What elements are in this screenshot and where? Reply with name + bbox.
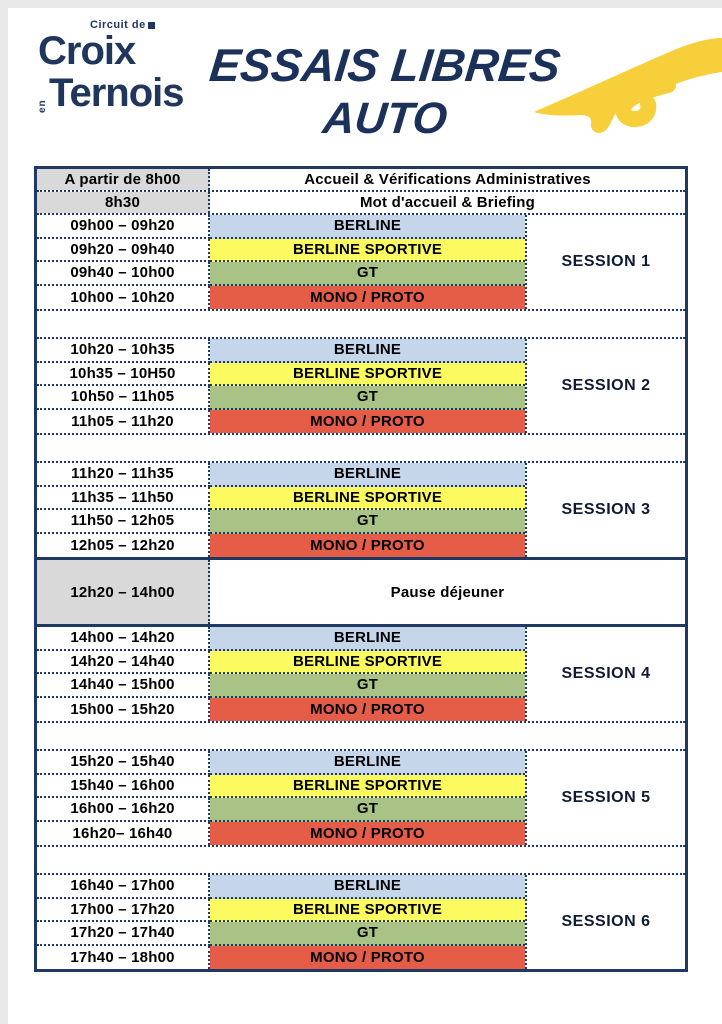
slot-activity-text: MONO / PROTO bbox=[310, 948, 425, 966]
slot-time-cell bbox=[37, 386, 210, 410]
brand-en-text: en bbox=[37, 99, 48, 113]
slot-time-cell bbox=[37, 534, 210, 558]
session-name-cell bbox=[527, 339, 685, 433]
session-activities-column bbox=[210, 215, 527, 309]
slot-time-text: 16h40 – 17h00 bbox=[70, 877, 175, 895]
slot-activity-cell bbox=[210, 875, 525, 899]
slot-time-cell bbox=[37, 239, 210, 263]
intro-label-text: Mot d'accueil & Briefing bbox=[359, 194, 536, 211]
slot-activity-cell bbox=[210, 463, 525, 487]
slot-time-cell bbox=[37, 775, 210, 799]
slot-activity-cell bbox=[210, 674, 525, 698]
brand-square-mark bbox=[148, 22, 155, 29]
slot-activity-cell bbox=[210, 215, 525, 239]
slot-activity-cell bbox=[210, 899, 525, 923]
slot-activity-text: MONO / PROTO bbox=[310, 288, 425, 306]
slot-time-text: 17h40 – 18h00 bbox=[70, 948, 175, 966]
slot-activity-text: BERLINE bbox=[333, 877, 402, 895]
slot-time-text: 09h20 – 09h40 bbox=[70, 240, 175, 258]
session-times-column bbox=[37, 627, 210, 721]
session-name-text: SESSION 2 bbox=[561, 377, 651, 394]
slot-time-cell bbox=[37, 922, 210, 946]
slot-time-text: 17h00 – 17h20 bbox=[70, 900, 175, 918]
slot-time-cell bbox=[37, 946, 210, 970]
slot-activity-text: GT bbox=[356, 512, 379, 530]
pause-time-cell bbox=[37, 560, 210, 624]
intro-label-cell bbox=[210, 192, 685, 213]
intro-label-text: Accueil & Vérifications Administratives bbox=[304, 171, 591, 188]
slot-time-cell bbox=[37, 215, 210, 239]
slot-time-cell bbox=[37, 510, 210, 534]
slot-time-text: 11h50 – 12h05 bbox=[70, 512, 175, 530]
intro-row-1 bbox=[37, 169, 685, 192]
session-name-cell bbox=[527, 751, 685, 845]
slot-activity-text: BERLINE bbox=[333, 753, 402, 771]
session-gap-row bbox=[37, 435, 685, 463]
viewer-left-margin bbox=[0, 0, 8, 1024]
session-times-column bbox=[37, 215, 210, 309]
slot-time-cell bbox=[37, 751, 210, 775]
brand-ternois-text: Ternois bbox=[49, 71, 184, 115]
slot-time-cell bbox=[37, 363, 210, 387]
slot-time-cell bbox=[37, 674, 210, 698]
slot-activity-cell bbox=[210, 386, 525, 410]
slot-activity-text: GT bbox=[356, 800, 379, 818]
session-activities-column bbox=[210, 875, 527, 969]
slot-activity-cell bbox=[210, 239, 525, 263]
session-times-column bbox=[37, 751, 210, 845]
slot-activity-text: BERLINE SPORTIVE bbox=[292, 900, 443, 918]
session-gap-row bbox=[37, 723, 685, 751]
circuit-swoosh-icon bbox=[526, 28, 722, 160]
slot-activity-text: GT bbox=[356, 676, 379, 694]
slot-time-cell bbox=[37, 410, 210, 434]
session-gap-row bbox=[37, 847, 685, 875]
intro-time-cell bbox=[37, 192, 210, 213]
pause-time-text: 12h20 – 14h00 bbox=[70, 583, 175, 601]
schedule-table bbox=[34, 166, 688, 972]
slot-activity-cell bbox=[210, 286, 525, 310]
session-times-column bbox=[37, 463, 210, 557]
session-name-text: SESSION 1 bbox=[561, 253, 651, 270]
intro-time-text: A partir de 8h00 bbox=[64, 171, 181, 188]
slot-time-text: 10h00 – 10h20 bbox=[70, 288, 175, 306]
session-activities-column bbox=[210, 339, 527, 433]
slot-activity-text: MONO / PROTO bbox=[310, 700, 425, 718]
slot-time-cell bbox=[37, 487, 210, 511]
slot-activity-text: BERLINE bbox=[333, 465, 402, 483]
slot-time-text: 10h50 – 11h05 bbox=[70, 388, 175, 406]
slot-time-text: 15h40 – 16h00 bbox=[70, 776, 175, 794]
brand-small-label: Circuit de bbox=[90, 19, 146, 31]
slot-activity-cell bbox=[210, 698, 525, 722]
slot-activity-cell bbox=[210, 751, 525, 775]
session-name-cell bbox=[527, 463, 685, 557]
intro-row-2 bbox=[37, 192, 685, 215]
slot-time-text: 16h20– 16h40 bbox=[72, 824, 173, 842]
lunch-pause-row bbox=[37, 557, 685, 627]
slot-time-text: 11h05 – 11h20 bbox=[71, 412, 174, 430]
slot-activity-cell bbox=[210, 775, 525, 799]
session-block-4 bbox=[37, 627, 685, 723]
slot-activity-text: BERLINE SPORTIVE bbox=[292, 488, 443, 506]
slot-activity-text: BERLINE SPORTIVE bbox=[292, 652, 443, 670]
slot-time-cell bbox=[37, 899, 210, 923]
slot-time-text: 16h00 – 16h20 bbox=[70, 800, 175, 818]
slot-time-text: 10h20 – 10h35 bbox=[70, 341, 175, 359]
session-gap-row bbox=[37, 311, 685, 339]
session-times-column bbox=[37, 339, 210, 433]
slot-time-text: 14h40 – 15h00 bbox=[70, 676, 175, 694]
slot-activity-text: BERLINE SPORTIVE bbox=[292, 364, 443, 382]
slot-activity-text: BERLINE bbox=[333, 217, 402, 235]
slot-activity-text: BERLINE SPORTIVE bbox=[292, 776, 443, 794]
session-block-2 bbox=[37, 339, 685, 435]
slot-activity-cell bbox=[210, 487, 525, 511]
slot-time-cell bbox=[37, 698, 210, 722]
session-name-cell bbox=[527, 215, 685, 309]
slot-time-cell bbox=[37, 262, 210, 286]
session-block-3 bbox=[37, 463, 685, 557]
session-activities-column bbox=[210, 751, 527, 845]
slot-activity-text: GT bbox=[356, 388, 379, 406]
slot-activity-cell bbox=[210, 410, 525, 434]
slot-activity-text: MONO / PROTO bbox=[310, 412, 425, 430]
slot-time-text: 14h20 – 14h40 bbox=[70, 652, 175, 670]
slot-time-cell bbox=[37, 822, 210, 846]
slot-activity-text: BERLINE bbox=[333, 629, 402, 647]
slot-activity-text: BERLINE bbox=[333, 341, 402, 359]
slot-activity-cell bbox=[210, 822, 525, 846]
intro-time-cell bbox=[37, 169, 210, 190]
session-activities-column bbox=[210, 627, 527, 721]
slot-time-text: 15h00 – 15h20 bbox=[70, 700, 175, 718]
brand-croix-text: Croix bbox=[38, 29, 136, 73]
slot-time-cell bbox=[37, 798, 210, 822]
pause-label-cell bbox=[210, 560, 685, 624]
slot-activity-cell bbox=[210, 946, 525, 970]
slot-activity-cell bbox=[210, 798, 525, 822]
slot-time-text: 10h35 – 10H50 bbox=[69, 364, 176, 382]
slot-time-cell bbox=[37, 339, 210, 363]
slot-activity-cell bbox=[210, 651, 525, 675]
session-name-cell bbox=[527, 875, 685, 969]
page-title-line1: ESSAIS LIBRES bbox=[207, 39, 563, 91]
slot-activity-cell bbox=[210, 262, 525, 286]
slot-time-cell bbox=[37, 875, 210, 899]
slot-activity-cell bbox=[210, 534, 525, 558]
session-block-6 bbox=[37, 875, 685, 969]
slot-time-cell bbox=[37, 286, 210, 310]
slot-activity-cell bbox=[210, 627, 525, 651]
slot-activity-text: MONO / PROTO bbox=[310, 536, 425, 554]
slot-time-text: 12h05 – 12h20 bbox=[70, 536, 175, 554]
slot-time-cell bbox=[37, 627, 210, 651]
slot-activity-text: GT bbox=[356, 264, 379, 282]
slot-time-text: 09h00 – 09h20 bbox=[70, 217, 175, 235]
slot-time-text: 11h35 – 11h50 bbox=[71, 488, 174, 506]
slot-time-cell bbox=[37, 463, 210, 487]
session-name-text: SESSION 5 bbox=[561, 789, 651, 806]
page-title-line2: AUTO bbox=[320, 94, 450, 143]
slot-time-cell bbox=[37, 651, 210, 675]
slot-activity-cell bbox=[210, 363, 525, 387]
session-name-text: SESSION 4 bbox=[561, 665, 651, 682]
slot-time-text: 17h20 – 17h40 bbox=[70, 924, 175, 942]
session-name-text: SESSION 3 bbox=[561, 501, 651, 518]
session-block-5 bbox=[37, 751, 685, 847]
slot-activity-text: MONO / PROTO bbox=[310, 824, 425, 842]
slot-activity-text: BERLINE SPORTIVE bbox=[292, 240, 443, 258]
pause-label-text: Pause déjeuner bbox=[390, 583, 505, 601]
slot-time-text: 14h00 – 14h20 bbox=[70, 629, 175, 647]
slot-activity-cell bbox=[210, 510, 525, 534]
slot-activity-text: GT bbox=[356, 924, 379, 942]
intro-time-text: 8h30 bbox=[105, 194, 140, 211]
slot-time-text: 09h40 – 10h00 bbox=[70, 264, 175, 282]
viewer-top-margin bbox=[0, 0, 722, 8]
slot-time-text: 15h20 – 15h40 bbox=[70, 753, 175, 771]
session-name-cell bbox=[527, 627, 685, 721]
slot-activity-cell bbox=[210, 922, 525, 946]
session-block-1 bbox=[37, 215, 685, 311]
intro-label-cell bbox=[210, 169, 685, 190]
session-times-column bbox=[37, 875, 210, 969]
slot-time-text: 11h20 – 11h35 bbox=[71, 465, 174, 483]
session-activities-column bbox=[210, 463, 527, 557]
session-name-text: SESSION 6 bbox=[561, 913, 651, 930]
slot-activity-cell bbox=[210, 339, 525, 363]
